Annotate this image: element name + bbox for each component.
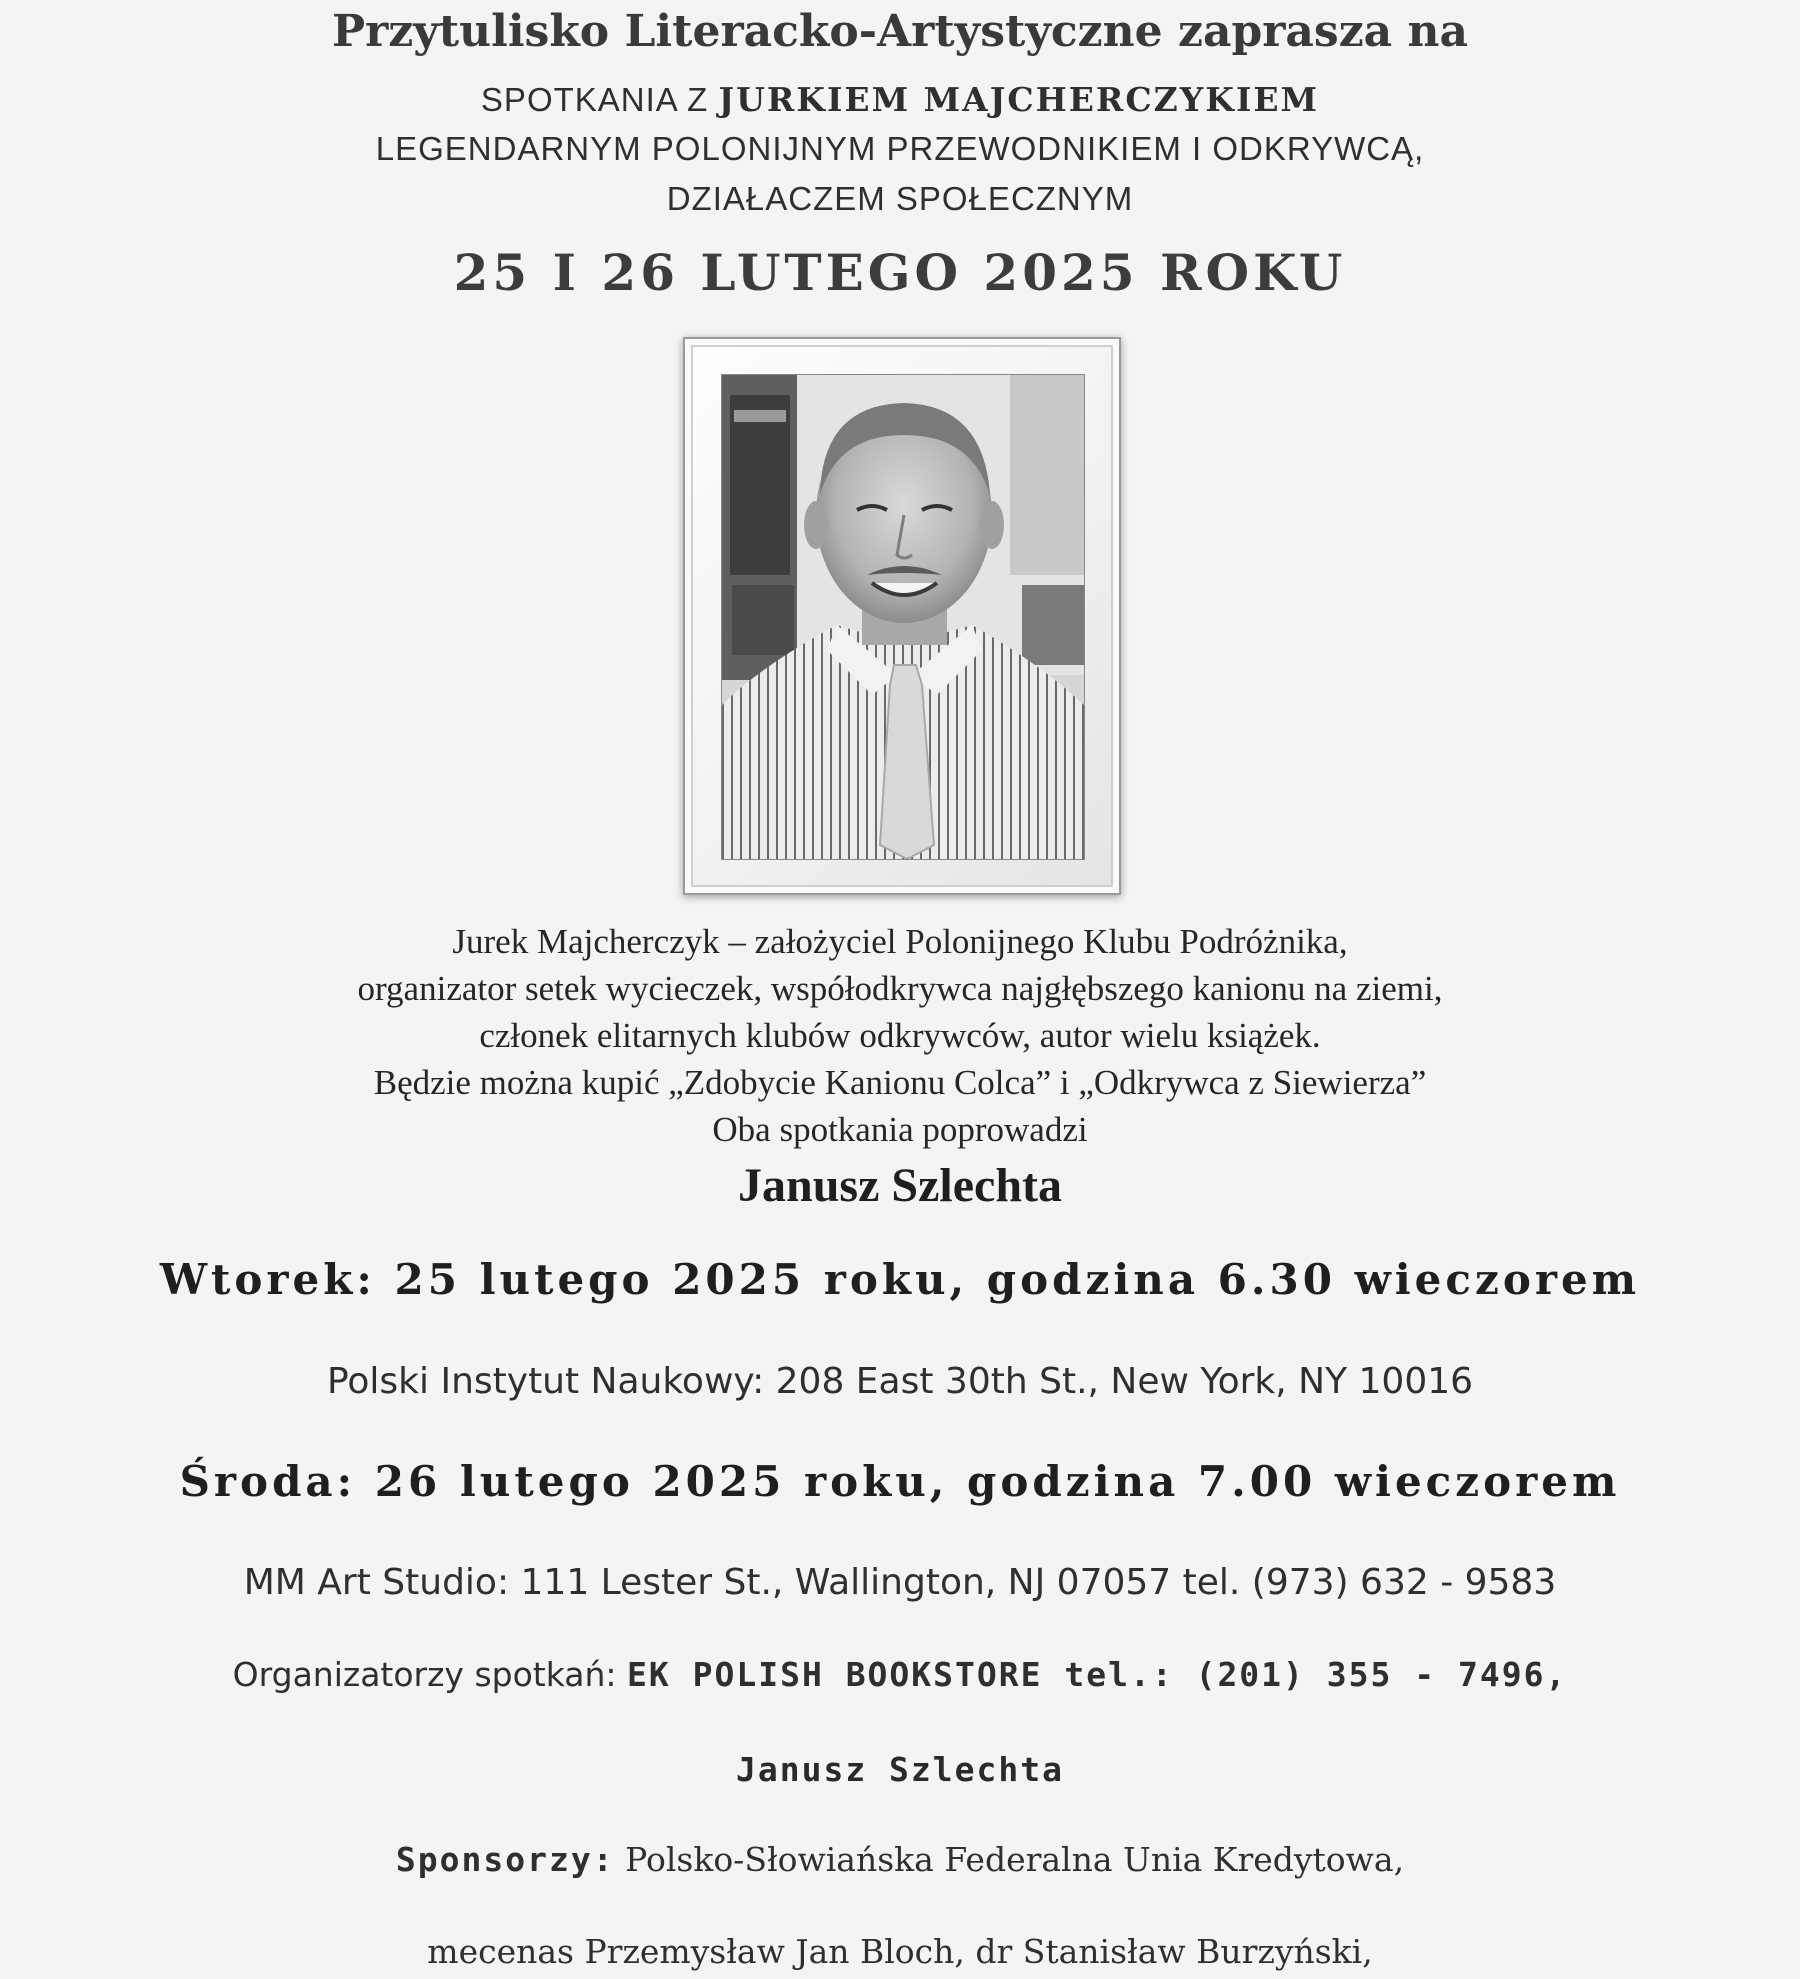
subtitle-prefix: SPOTKANIA Z [480,81,709,118]
organizers-line [0,1655,1800,1694]
sponsors-value: Polsko-Słowiańska Federalna Unia Kredytowa, [625,1840,1405,1879]
bio-line-1: Jurek Majcherczyk – założyciel Polonijnego Klubu Podróżnika, [452,922,1348,961]
event-1-venue: Polski Instytut Naukowy: 208 East 30th St., New York, NY 10016 [326,1361,1474,1402]
sponsors-label: Sponsorzy: [395,1840,615,1879]
meeting-subtitle [0,80,1800,119]
bio-line-5-host-intro: Oba spotkania poprowadzi [712,1110,1088,1149]
event-1-datetime: Wtorek: 25 lutego 2025 roku, godzina 6.30 wieczorem [159,1255,1641,1304]
host-name: Janusz Szlechta [738,1159,1062,1212]
guest-name: JURKIEM MAJCHERCZYKIEM [718,80,1320,119]
guest-description-line-1: LEGENDARNYM POLONIJNYM PRZEWODNIKIEM I ODKRYWCĄ, [375,130,1425,167]
bio-line-3: członek elitarnych klubów odkrywców, autor wielu książek. [479,1016,1321,1055]
organizers-line-2: Janusz Szlechta [735,1750,1064,1789]
organizers-value: EK POLISH BOOKSTORE tel.: (201) 355 - 7496, [627,1655,1568,1694]
bio-line-2: organizator setek wycieczek, współodkrywca najgłębszego kanionu na ziemi, [357,969,1443,1008]
event-2-venue: MM Art Studio: 111 Lester St., Wallington, NJ 07057 tel. (973) 632 - 9583 [243,1562,1557,1603]
bio-line-4-books: Będzie można kupić „Zdobycie Kanionu Colca” i „Odkrywca z Siewierza” [373,1063,1427,1102]
guest-portrait [721,374,1085,860]
sponsors-line-2: mecenas Przemysław Jan Bloch, dr Stanisław Burzyński, [427,1932,1373,1971]
organizers-label: Organizatorzy spotkań: [232,1655,617,1694]
invitation-heading: Przytulisko Literacko-Artystyczne zaprasza na [331,6,1469,57]
event-dates: 25 I 26 LUTEGO 2025 ROKU [453,243,1347,302]
photo-frame [683,337,1121,895]
sponsors-line [0,1840,1800,1879]
event-2-datetime: Środa: 26 lutego 2025 roku, godzina 7.00 wieczorem [179,1457,1621,1506]
guest-description-line-2: DZIAŁACZEM SPOŁECZNYM [666,180,1134,217]
